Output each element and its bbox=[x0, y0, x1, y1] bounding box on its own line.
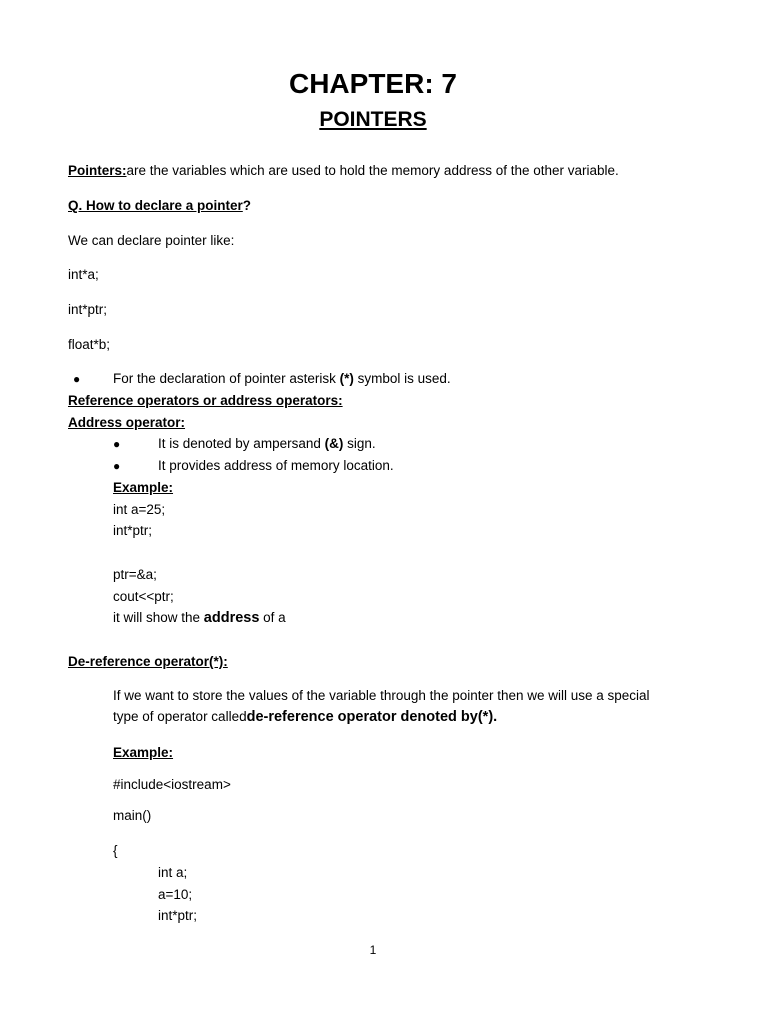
declare-question bbox=[68, 198, 251, 213]
bullet-icon: ● bbox=[113, 437, 121, 451]
address-bullet-1 bbox=[158, 436, 376, 451]
address-bullet-2: It provides address of memory location. bbox=[158, 458, 394, 473]
code-line: int*ptr; bbox=[113, 523, 153, 538]
question-text: Q. How to declare a pointer bbox=[68, 198, 243, 213]
reference-operators-heading: Reference operators or address operators: bbox=[68, 393, 343, 408]
code-line: int*ptr; bbox=[158, 908, 198, 923]
code-line: #include<iostream> bbox=[113, 777, 231, 792]
result-text: it will show the bbox=[113, 610, 204, 625]
definition-text: are the variables which are used to hold the memory address of the other variable. bbox=[126, 163, 619, 178]
declaration-line: float*b; bbox=[68, 337, 111, 352]
bullet-icon: ● bbox=[73, 372, 81, 386]
note-text: For the declaration of pointer asterisk bbox=[113, 371, 340, 386]
note-text-end: symbol is used. bbox=[353, 371, 451, 386]
example-label: Example: bbox=[113, 745, 174, 760]
definition-term: Pointers: bbox=[68, 163, 127, 178]
code-line: a=10; bbox=[158, 887, 193, 902]
code-line: int a=25; bbox=[113, 502, 166, 517]
chapter-title: CHAPTER: 7 bbox=[288, 68, 457, 99]
paragraph-text: type of operator called bbox=[113, 709, 247, 724]
code-line: { bbox=[113, 843, 118, 858]
declaration-line: int*ptr; bbox=[68, 302, 108, 317]
ampersand-symbol: (&) bbox=[324, 436, 344, 451]
paragraph-bold: de-reference operator denoted by(*). bbox=[246, 709, 498, 725]
result-bold: address bbox=[203, 610, 260, 626]
question-mark: ? bbox=[242, 198, 252, 213]
dereference-paragraph-line1: If we want to store the values of the variable through the pointer then we will use a special bbox=[113, 688, 650, 703]
code-line: main() bbox=[113, 808, 152, 823]
code-line: cout<<ptr; bbox=[113, 589, 174, 604]
address-operator-heading: Address operator: bbox=[68, 415, 186, 430]
topic-title: POINTERS bbox=[319, 108, 427, 131]
bullet-text: It is denoted by ampersand bbox=[158, 436, 325, 451]
asterisk-symbol: (*) bbox=[339, 371, 354, 386]
dereference-operator-heading: De-reference operator(*): bbox=[68, 654, 228, 669]
declare-intro: We can declare pointer like: bbox=[68, 233, 235, 248]
asterisk-note bbox=[113, 371, 451, 386]
code-result bbox=[113, 610, 286, 626]
example-label: Example: bbox=[113, 480, 174, 495]
dereference-paragraph-line2 bbox=[113, 709, 497, 725]
code-line: ptr=&a; bbox=[113, 567, 157, 582]
bullet-icon: ● bbox=[113, 459, 121, 473]
page-number: 1 bbox=[369, 943, 377, 957]
declaration-line: int*a; bbox=[68, 267, 99, 282]
pointer-definition bbox=[68, 163, 619, 178]
result-text-end: of a bbox=[259, 610, 286, 625]
code-line: int a; bbox=[158, 865, 188, 880]
bullet-text-end: sign. bbox=[343, 436, 376, 451]
